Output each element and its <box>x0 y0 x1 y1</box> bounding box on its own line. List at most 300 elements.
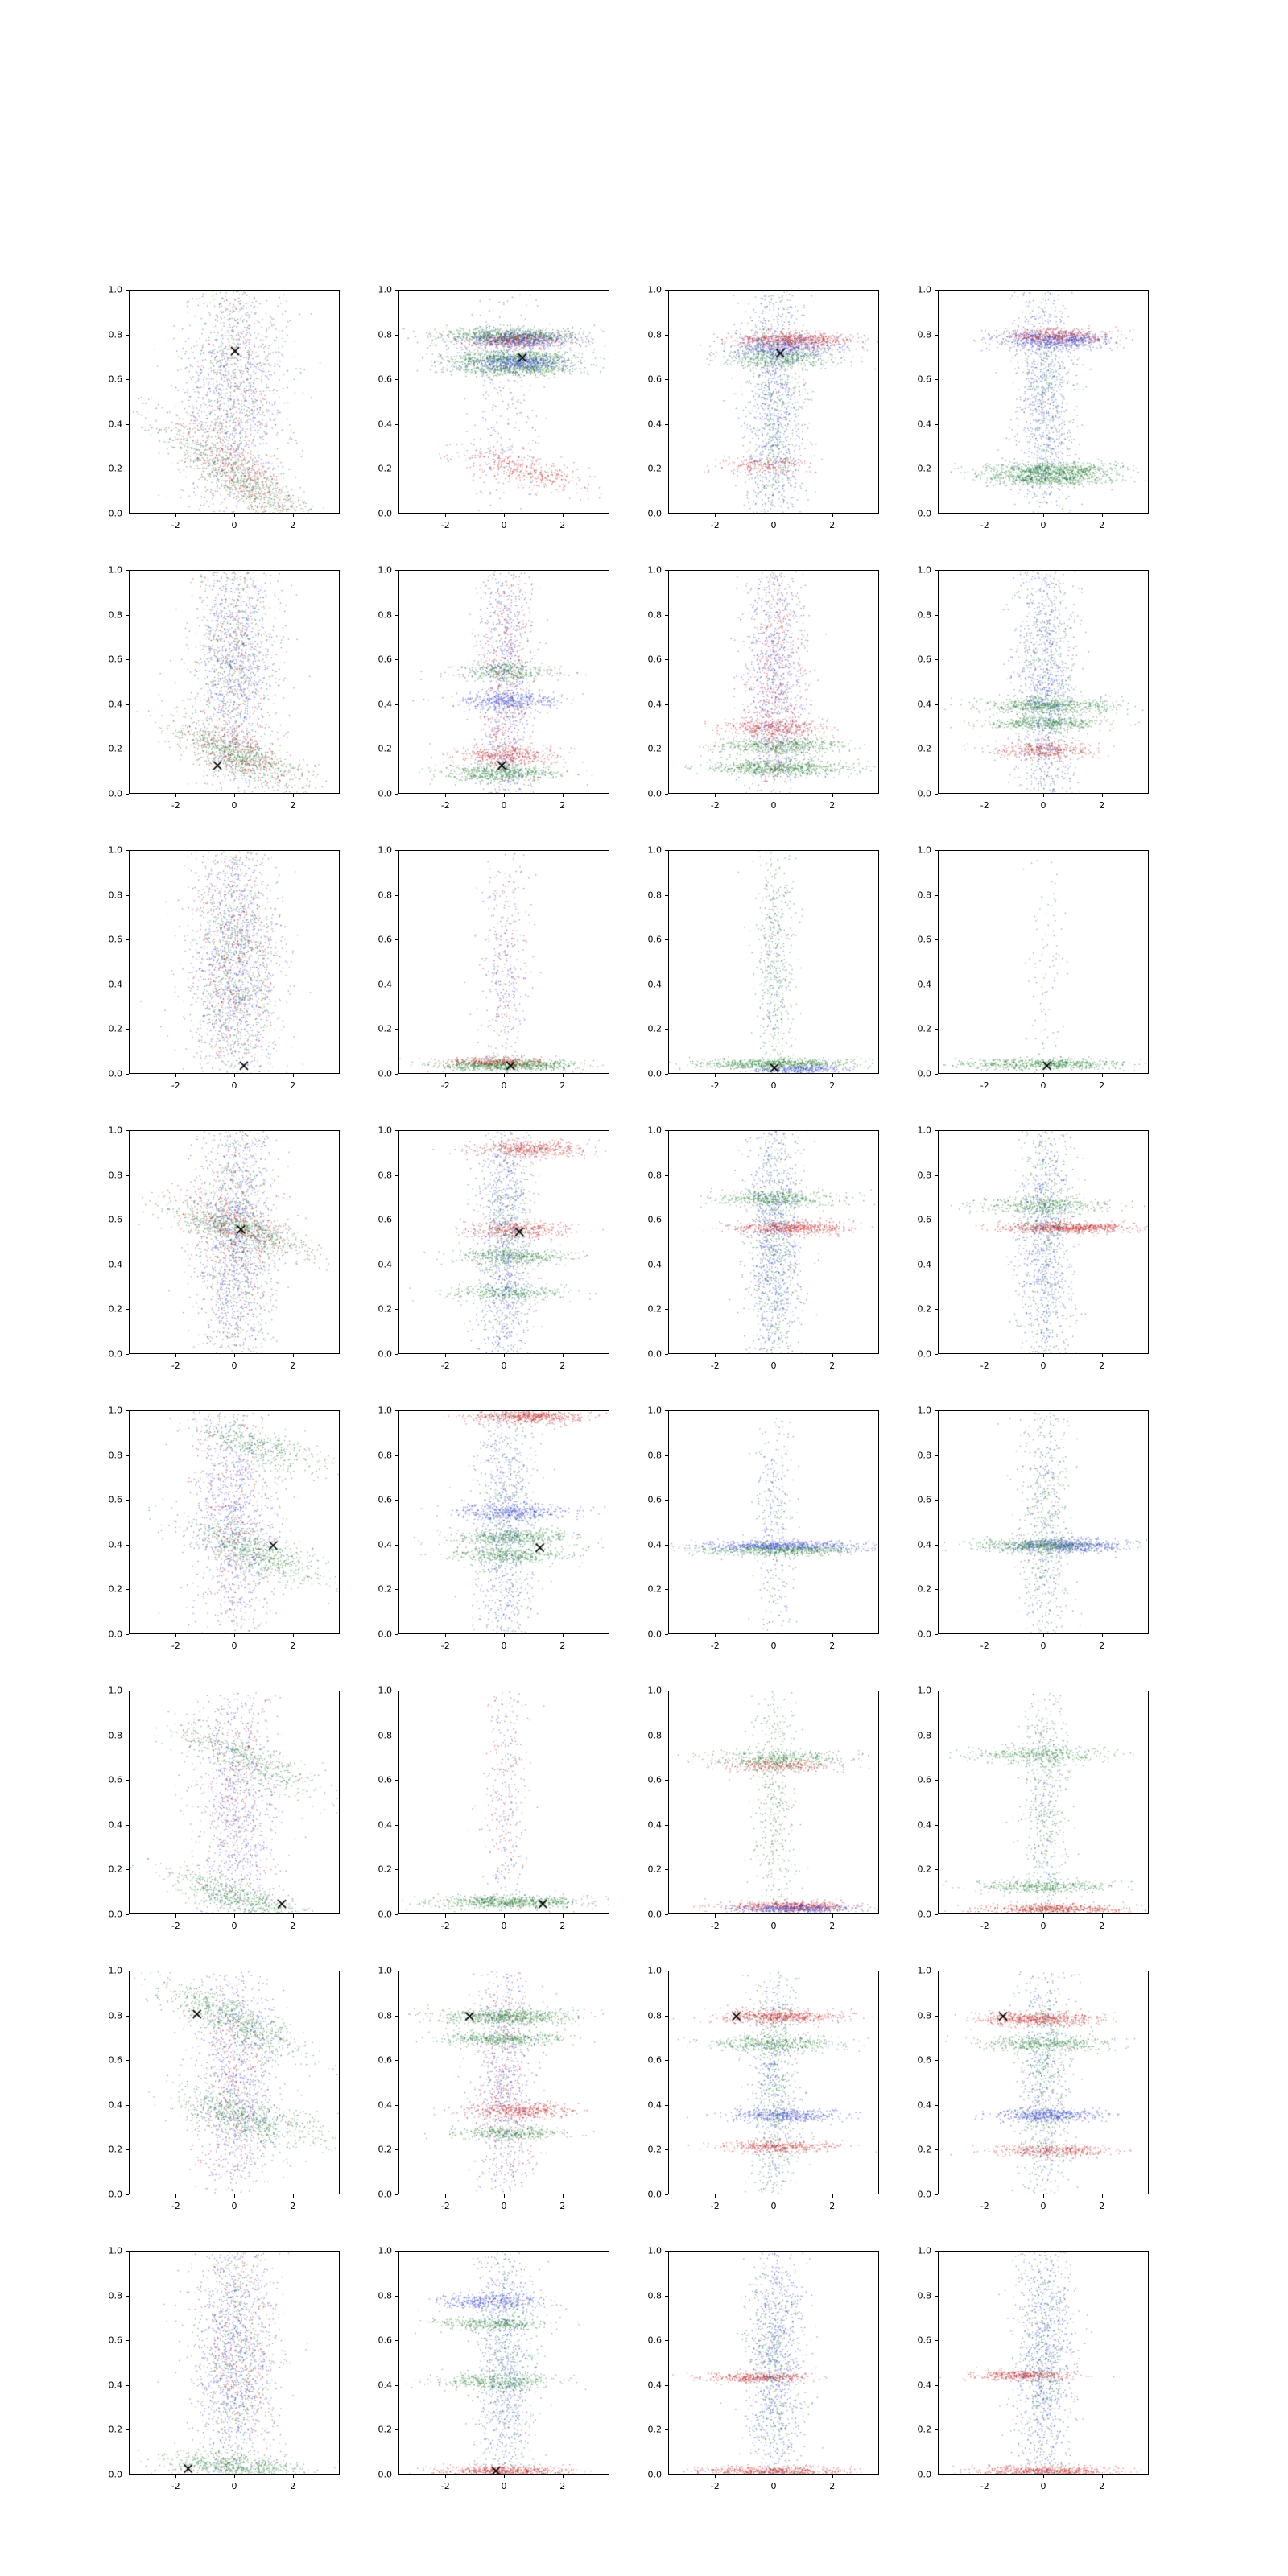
y-tick-mark <box>395 850 398 851</box>
x-tick-label: -2 <box>171 1921 180 1931</box>
y-tick-label: 0.8 <box>647 609 662 621</box>
scatter-subplot <box>108 1125 340 1371</box>
x-tick-label: 0 <box>231 2201 237 2211</box>
y-tick-label: 0.0 <box>917 2469 931 2480</box>
scatter-points-layer <box>669 1411 879 1634</box>
axes-frame <box>129 1410 340 1634</box>
y-tick-label: 0.8 <box>378 2290 392 2301</box>
y-tick-mark <box>665 1500 668 1501</box>
x-tick-label: -2 <box>440 1080 450 1091</box>
scatter-points-layer <box>939 571 1149 794</box>
x-tick-mark <box>504 1354 505 1357</box>
axes-frame <box>938 1971 1149 2194</box>
y-tick-mark <box>126 1914 129 1915</box>
x-tick-mark <box>175 1354 176 1357</box>
x-tick-mark <box>832 1914 833 1918</box>
y-tick-label: 0.8 <box>917 2010 931 2021</box>
y-tick-mark <box>126 1074 129 1075</box>
y-tick-label: 0.4 <box>917 1539 931 1550</box>
x-tick-label: 2 <box>1099 800 1105 811</box>
y-tick-mark <box>395 704 398 705</box>
scatter-subplot <box>917 1405 1149 1651</box>
y-tick-label: 0.8 <box>108 1730 122 1741</box>
y-tick-label: 0.6 <box>647 2054 662 2066</box>
axes-frame <box>938 570 1149 794</box>
x-tick-label: 0 <box>770 1360 777 1371</box>
scatter-points-layer <box>939 2252 1149 2475</box>
y-tick-mark <box>126 659 129 660</box>
y-tick-label: 1.0 <box>108 2245 122 2256</box>
x-tick-label: 2 <box>829 1921 836 1931</box>
x-tick-label: 0 <box>770 2481 777 2491</box>
x-tick-mark <box>1102 1354 1103 1357</box>
y-tick-label: 0.6 <box>108 1774 122 1785</box>
y-tick-label: 1.0 <box>647 1405 662 1416</box>
x-tick-label: 2 <box>290 1360 296 1371</box>
x-tick-mark <box>175 1074 176 1077</box>
y-tick-label: 1.0 <box>378 284 392 295</box>
scatter-points-layer <box>939 851 1149 1074</box>
y-tick-label: 0.6 <box>108 1214 122 1225</box>
y-tick-label: 0.6 <box>378 2334 392 2346</box>
y-tick-mark <box>665 1589 668 1590</box>
y-tick-mark <box>126 615 129 616</box>
y-tick-label: 0.4 <box>378 979 392 990</box>
scatter-points-layer <box>669 291 879 514</box>
x-tick-mark <box>234 794 235 797</box>
x-tick-mark <box>1102 514 1103 517</box>
y-tick-label: 1.0 <box>378 1405 392 1416</box>
x-tick-mark <box>832 514 833 517</box>
y-tick-mark <box>126 1029 129 1030</box>
scatter-points-layer <box>669 1691 879 1914</box>
y-tick-label: 0.0 <box>108 2469 122 2480</box>
x-tick-mark <box>293 1914 294 1918</box>
y-tick-mark <box>126 1500 129 1501</box>
axes-frame <box>129 2251 340 2475</box>
y-tick-label: 1.0 <box>108 1965 122 1976</box>
y-tick-mark <box>935 1175 938 1176</box>
y-tick-mark <box>395 1074 398 1075</box>
x-tick-label: 0 <box>1040 800 1046 811</box>
y-tick-label: 0.4 <box>378 1259 392 1270</box>
y-tick-label: 0.0 <box>378 2189 392 2200</box>
y-tick-mark <box>665 659 668 660</box>
y-tick-mark <box>935 1545 938 1546</box>
x-tick-mark <box>1102 1634 1103 1637</box>
x-tick-label: -2 <box>980 800 989 811</box>
axes-frame <box>398 1130 609 1354</box>
y-tick-label: 0.2 <box>917 2144 931 2155</box>
x-tick-label: -2 <box>710 520 720 530</box>
x-tick-label: 0 <box>501 2481 507 2491</box>
scatter-subplot <box>108 564 340 811</box>
x-tick-label: -2 <box>171 1080 180 1091</box>
y-tick-mark <box>665 615 668 616</box>
x-tick-label: 2 <box>290 2481 296 2491</box>
y-tick-label: 0.8 <box>108 1450 122 1461</box>
y-tick-mark <box>126 2385 129 2386</box>
y-tick-mark <box>395 1029 398 1030</box>
y-tick-mark <box>935 2385 938 2386</box>
x-tick-mark <box>175 1634 176 1637</box>
x-tick-mark <box>715 1634 716 1637</box>
y-tick-mark <box>126 570 129 571</box>
y-tick-label: 0.0 <box>108 1068 122 1080</box>
x-tick-label: 2 <box>559 2481 566 2491</box>
y-tick-label: 0.6 <box>917 2054 931 2066</box>
axes-frame <box>398 290 609 514</box>
x-tick-mark <box>293 1634 294 1637</box>
y-tick-mark <box>665 2105 668 2106</box>
y-tick-mark <box>126 379 129 380</box>
y-tick-mark <box>126 1354 129 1355</box>
scatter-subplot <box>917 1125 1149 1371</box>
y-tick-mark <box>395 1634 398 1635</box>
y-tick-mark <box>395 570 398 571</box>
y-tick-label: 0.0 <box>378 508 392 519</box>
x-tick-mark <box>234 1914 235 1918</box>
y-tick-mark <box>126 1455 129 1456</box>
x-tick-mark <box>832 1634 833 1637</box>
x-tick-label: -2 <box>171 1641 180 1651</box>
y-tick-label: 0.0 <box>378 1629 392 1640</box>
y-tick-label: 0.0 <box>647 508 662 519</box>
axes-frame <box>129 1690 340 1914</box>
y-tick-label: 0.8 <box>917 890 931 901</box>
y-tick-label: 1.0 <box>647 1125 662 1136</box>
y-tick-label: 0.4 <box>378 2099 392 2111</box>
y-tick-label: 0.6 <box>647 2334 662 2346</box>
scatter-subplot <box>378 844 609 1091</box>
scatter-subplot <box>647 564 879 811</box>
x-tick-label: -2 <box>710 2201 720 2211</box>
scatter-subplot <box>108 844 340 1091</box>
y-tick-label: 0.2 <box>378 2144 392 2155</box>
y-tick-label: 0.8 <box>378 329 392 341</box>
x-tick-label: 0 <box>770 1641 777 1651</box>
x-tick-mark <box>234 1634 235 1637</box>
y-tick-mark <box>126 704 129 705</box>
y-tick-mark <box>935 615 938 616</box>
y-tick-label: 0.4 <box>917 2099 931 2111</box>
x-tick-label: -2 <box>710 1921 720 1931</box>
x-tick-label: 0 <box>231 1080 237 1091</box>
y-tick-label: 0.6 <box>378 374 392 385</box>
x-tick-mark <box>832 2475 833 2478</box>
x-tick-mark <box>1043 514 1044 517</box>
x-tick-mark <box>715 794 716 797</box>
scatter-points-layer <box>130 1691 340 1914</box>
x-tick-mark <box>234 1354 235 1357</box>
x-tick-mark <box>445 2475 446 2478</box>
y-tick-label: 0.0 <box>647 2469 662 2480</box>
y-tick-label: 0.0 <box>378 1348 392 1360</box>
y-tick-label: 0.8 <box>917 2290 931 2301</box>
y-tick-label: 0.4 <box>378 699 392 710</box>
y-tick-label: 0.4 <box>108 1259 122 1270</box>
scatter-points-layer <box>939 1691 1149 1914</box>
y-tick-mark <box>935 2194 938 2195</box>
y-tick-mark <box>665 1029 668 1030</box>
y-tick-label: 0.4 <box>917 419 931 430</box>
scatter-points-layer <box>939 1131 1149 1354</box>
scatter-subplot <box>378 1965 609 2211</box>
y-tick-mark <box>395 659 398 660</box>
x-tick-mark <box>445 1634 446 1637</box>
y-tick-label: 0.2 <box>917 1303 931 1315</box>
y-tick-label: 0.2 <box>917 743 931 754</box>
x-tick-label: 0 <box>1040 2201 1046 2211</box>
y-tick-label: 0.8 <box>917 1730 931 1741</box>
x-tick-mark <box>1043 1914 1044 1918</box>
x-tick-label: 0 <box>501 2201 507 2211</box>
x-tick-label: -2 <box>980 1080 989 1091</box>
y-tick-mark <box>126 1780 129 1781</box>
x-tick-label: -2 <box>980 1360 989 1371</box>
x-tick-label: 2 <box>1099 1080 1105 1091</box>
x-tick-mark <box>1043 1354 1044 1357</box>
scatter-subplot <box>647 284 879 530</box>
y-tick-label: 1.0 <box>108 1685 122 1696</box>
y-tick-mark <box>395 2149 398 2150</box>
scatter-subplot <box>378 1125 609 1371</box>
scatter-points-layer <box>399 571 609 794</box>
y-tick-mark <box>665 570 668 571</box>
y-tick-label: 0.4 <box>647 1539 662 1550</box>
y-tick-mark <box>126 2340 129 2341</box>
y-tick-label: 0.8 <box>647 1170 662 1181</box>
x-tick-mark <box>563 1914 564 1918</box>
y-tick-label: 0.8 <box>647 890 662 901</box>
y-tick-label: 0.2 <box>647 463 662 474</box>
y-tick-label: 0.8 <box>647 2010 662 2021</box>
y-tick-label: 0.2 <box>378 1864 392 1875</box>
y-tick-label: 0.8 <box>108 890 122 901</box>
x-tick-mark <box>445 1074 446 1077</box>
y-tick-mark <box>395 1690 398 1691</box>
y-tick-mark <box>126 2429 129 2430</box>
x-tick-label: 0 <box>770 800 777 811</box>
y-tick-label: 0.0 <box>108 508 122 519</box>
y-tick-label: 0.6 <box>378 1214 392 1225</box>
x-tick-mark <box>563 2194 564 2198</box>
y-tick-label: 0.6 <box>917 1494 931 1505</box>
axes-frame <box>398 850 609 1074</box>
y-tick-label: 0.2 <box>917 1023 931 1034</box>
x-tick-label: -2 <box>710 1080 720 1091</box>
scatter-subplot <box>378 284 609 530</box>
y-tick-label: 0.8 <box>108 2010 122 2021</box>
scatter-points-layer <box>669 1971 879 2194</box>
x-tick-label: -2 <box>980 2481 989 2491</box>
scatter-points-layer <box>130 1131 340 1354</box>
y-tick-mark <box>935 1589 938 1590</box>
y-tick-label: 0.0 <box>647 788 662 799</box>
y-tick-label: 0.0 <box>917 1909 931 1920</box>
x-tick-label: 0 <box>501 1921 507 1931</box>
y-tick-mark <box>935 704 938 705</box>
scatter-points-layer <box>130 571 340 794</box>
x-tick-mark <box>293 1354 294 1357</box>
x-tick-mark <box>293 794 294 797</box>
y-tick-label: 0.6 <box>647 374 662 385</box>
x-tick-label: -2 <box>440 1641 450 1651</box>
y-tick-label: 0.8 <box>917 1170 931 1181</box>
y-tick-mark <box>665 1410 668 1411</box>
y-tick-label: 0.8 <box>108 609 122 621</box>
scatter-subplot <box>647 1125 879 1371</box>
y-tick-mark <box>395 2296 398 2297</box>
y-tick-mark <box>935 424 938 425</box>
y-tick-label: 1.0 <box>108 564 122 576</box>
y-tick-label: 0.2 <box>917 2424 931 2435</box>
scatter-subplot <box>917 1965 1149 2211</box>
y-tick-label: 0.4 <box>647 419 662 430</box>
y-tick-mark <box>935 2149 938 2150</box>
axes-frame <box>668 850 879 1074</box>
y-tick-label: 0.0 <box>647 2189 662 2200</box>
y-tick-label: 0.8 <box>108 329 122 341</box>
x-tick-label: 2 <box>1099 520 1105 530</box>
y-tick-mark <box>395 2429 398 2430</box>
y-tick-label: 0.6 <box>378 1494 392 1505</box>
y-tick-mark <box>665 1455 668 1456</box>
y-tick-label: 0.6 <box>108 934 122 945</box>
y-tick-label: 0.4 <box>647 699 662 710</box>
y-tick-label: 0.0 <box>108 1909 122 1920</box>
x-tick-label: 0 <box>770 520 777 530</box>
scatter-subplot <box>108 2245 340 2491</box>
x-tick-mark <box>504 2475 505 2478</box>
y-tick-mark <box>665 424 668 425</box>
x-tick-mark <box>445 1914 446 1918</box>
y-tick-label: 1.0 <box>917 1125 931 1136</box>
y-tick-label: 0.6 <box>647 934 662 945</box>
y-tick-label: 1.0 <box>917 1965 931 1976</box>
scatter-points-layer <box>939 1411 1149 1634</box>
y-tick-label: 0.4 <box>647 979 662 990</box>
x-tick-label: -2 <box>171 800 180 811</box>
x-tick-mark <box>175 794 176 797</box>
axes-frame <box>129 290 340 514</box>
y-tick-mark <box>665 2016 668 2017</box>
y-tick-mark <box>665 1634 668 1635</box>
y-tick-label: 1.0 <box>647 2245 662 2256</box>
x-tick-mark <box>715 1074 716 1077</box>
y-tick-label: 1.0 <box>917 1685 931 1696</box>
y-tick-mark <box>395 1869 398 1870</box>
x-tick-label: 2 <box>290 1921 296 1931</box>
x-tick-mark <box>504 1634 505 1637</box>
y-tick-label: 0.0 <box>917 1348 931 1360</box>
scatter-points-layer <box>130 2252 340 2475</box>
y-tick-mark <box>935 659 938 660</box>
y-tick-mark <box>126 1545 129 1546</box>
y-tick-label: 0.6 <box>917 934 931 945</box>
x-tick-mark <box>445 1354 446 1357</box>
x-tick-mark <box>1043 794 1044 797</box>
scatter-subplot <box>647 1965 879 2211</box>
x-tick-mark <box>1102 1074 1103 1077</box>
axes-frame <box>398 1690 609 1914</box>
y-tick-label: 0.8 <box>378 1730 392 1741</box>
y-tick-label: 0.4 <box>378 1539 392 1550</box>
x-tick-label: 2 <box>1099 1360 1105 1371</box>
axes-frame <box>668 1130 879 1354</box>
y-tick-label: 0.8 <box>378 609 392 621</box>
y-tick-label: 0.8 <box>378 1450 392 1461</box>
scatter-subplot <box>917 284 1149 530</box>
x-tick-mark <box>504 514 505 517</box>
scatter-points-layer <box>399 1691 609 1914</box>
y-tick-label: 1.0 <box>647 1965 662 1976</box>
y-tick-mark <box>126 1175 129 1176</box>
scatter-points-layer <box>939 291 1149 514</box>
axes-frame <box>938 290 1149 514</box>
y-tick-mark <box>395 794 398 795</box>
y-tick-mark <box>935 939 938 940</box>
x-tick-label: 2 <box>1099 1921 1105 1931</box>
y-tick-mark <box>126 2296 129 2297</box>
scatter-subplot <box>647 844 879 1091</box>
y-tick-label: 0.6 <box>647 1494 662 1505</box>
y-tick-label: 0.0 <box>647 1909 662 1920</box>
y-tick-mark <box>126 850 129 851</box>
y-tick-mark <box>935 1825 938 1826</box>
y-tick-label: 0.6 <box>378 654 392 665</box>
y-tick-label: 0.0 <box>917 2189 931 2200</box>
y-tick-mark <box>665 2060 668 2061</box>
x-tick-mark <box>445 2194 446 2198</box>
y-tick-mark <box>665 2429 668 2430</box>
x-tick-mark <box>175 2194 176 2198</box>
y-tick-mark <box>395 1130 398 1131</box>
y-tick-mark <box>395 1589 398 1590</box>
y-tick-label: 1.0 <box>378 1685 392 1696</box>
y-tick-label: 0.4 <box>108 1819 122 1831</box>
y-tick-label: 0.4 <box>917 1259 931 1270</box>
x-tick-label: 2 <box>290 520 296 530</box>
x-tick-mark <box>715 514 716 517</box>
y-tick-label: 1.0 <box>917 2245 931 2256</box>
y-tick-mark <box>935 290 938 291</box>
y-tick-label: 0.8 <box>647 1450 662 1461</box>
y-tick-mark <box>395 615 398 616</box>
x-tick-label: 0 <box>501 1641 507 1651</box>
y-tick-mark <box>665 290 668 291</box>
x-tick-label: 0 <box>231 800 237 811</box>
y-tick-label: 0.2 <box>378 743 392 754</box>
x-tick-label: 0 <box>501 800 507 811</box>
y-tick-label: 0.6 <box>108 2334 122 2346</box>
y-tick-label: 0.6 <box>917 654 931 665</box>
y-tick-mark <box>126 1130 129 1131</box>
y-tick-label: 0.2 <box>108 1583 122 1595</box>
y-tick-mark <box>126 1690 129 1691</box>
x-tick-label: -2 <box>980 2201 989 2211</box>
axes-frame <box>668 570 879 794</box>
x-tick-label: 0 <box>231 1641 237 1651</box>
y-tick-label: 0.2 <box>378 463 392 474</box>
y-tick-label: 1.0 <box>378 2245 392 2256</box>
x-tick-label: 2 <box>559 800 566 811</box>
x-tick-mark <box>563 1074 564 1077</box>
x-tick-mark <box>504 794 505 797</box>
x-tick-mark <box>293 514 294 517</box>
x-tick-label: 0 <box>231 2481 237 2491</box>
x-tick-mark <box>832 794 833 797</box>
